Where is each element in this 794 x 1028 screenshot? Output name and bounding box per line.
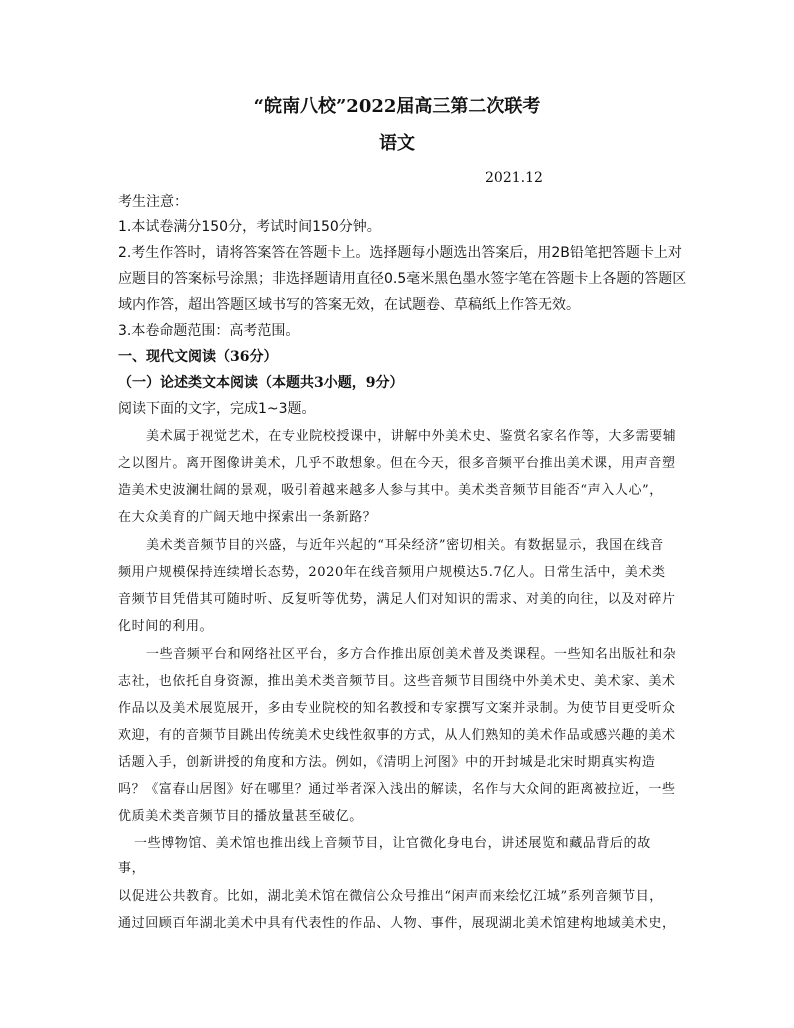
- passage-line: 造美术史波澜壮阔的景观，吸引着越来越多人参与其中。美术类音频节目能否“声入人心”，: [118, 483, 663, 498]
- passage-line: 化时间的利用。: [118, 619, 214, 634]
- notice-heading: 考生注意：: [118, 194, 188, 210]
- passage-line: 通过回顾百年湖北美术中具有代表性的作品、人物、事件，展现湖北美术馆建构地域美术史，: [118, 916, 676, 931]
- passage-line: 话题入手，创新讲授的角度和方法。例如，《清明上河图》中的开封城是北宋时期真实构造: [118, 755, 656, 770]
- passage-line: 在大众美育的广阔天地中探索出一条新路？: [118, 510, 377, 525]
- notice-item: 应题目的答案标号涂黑；非选择题请用直径0.5毫米黑色墨水签字笔在答题卡上各题的答题区: [118, 271, 687, 287]
- passage-line: 一些博物馆、美术馆也推出线上音频节目，让官微化身电台，讲述展览和藏品背后的故: [134, 836, 651, 851]
- passage-line: 之以图片。离开图像讲美术，几乎不敢想象。但在今天，很多音频平台推出美术课，用声音塑: [118, 456, 676, 471]
- passage-line: 音频节目凭借其可随时听、反复听等优势，满足人们对知识的需求、对美的向往，以及对碎片: [118, 592, 676, 607]
- passage-line: 吗？《富春山居图》好在哪里？通过举者深入浅出的解读，名作与大众间的距离被拉近，一些: [118, 782, 676, 797]
- notice-item: 1.本试卷满分150分，考试时间150分钟。: [118, 219, 381, 235]
- passage-line: 志社，也依托自身资源，推出美术类音频节目。这些音频节目围绕中外美术史、美术家、美术: [118, 674, 676, 689]
- subsection-heading: （一）论述类文本阅读（本题共3小题，9分）: [118, 375, 404, 391]
- passage-line: 美术类音频节目的兴盛，与近年兴起的“耳朵经济”密切相关。有数据显示，我国在线音: [146, 538, 664, 553]
- passage-line: 美术属于视觉艺术，在专业院校授课中，讲解中外美术史、鉴赏名家名作等，大多需要辅: [146, 429, 677, 444]
- notice-item: 3.本卷命题范围：高考范围。: [118, 323, 300, 339]
- passage-line: 以促进公共教育。比如，湖北美术馆在微信公众号推出“闲声而来绘忆江城”系列音频节目，: [118, 889, 663, 904]
- passage-line: 欢迎，有的音频节目跳出传统美术史线性叙事的方式，从人们熟知的美术作品或感兴趣的美术: [118, 728, 676, 743]
- passage-line: 一些音频平台和网络社区平台，多方合作推出原创美术普及类课程。一些知名出版社和杂: [146, 647, 677, 662]
- passage-line: 优质美术类音频节目的播放量甚至破亿。: [118, 809, 363, 824]
- exam-title: “皖南八校”2022届高三第二次联考: [253, 96, 541, 117]
- exam-date: 2021.12: [485, 170, 543, 186]
- passage-line: 事，: [118, 861, 146, 876]
- passage-line: 作品以及美术展览展开，多由专业院校的知名教授和专家撰写文案并录制。为使节目更受听众: [118, 701, 676, 716]
- reading-instruction: 阅读下面的文字，完成1~3题。: [118, 401, 316, 417]
- notice-item: 域内作答，超出答题区域书写的答案无效，在试题卷、草稿纸上作答无效。: [118, 297, 580, 313]
- section-heading: 一、现代文阅读（36分）: [118, 349, 278, 365]
- subject-title: 语文: [379, 133, 415, 154]
- passage-line: 频用户规模保持连续增长态势，2020年在线音频用户规模达5.7亿人。日常生活中，美术类: [118, 565, 666, 580]
- notice-item: 2.考生作答时，请将答案答在答题卡上。选择题每小题选出答案后，用2B铅笔把答题卡上对: [118, 245, 682, 261]
